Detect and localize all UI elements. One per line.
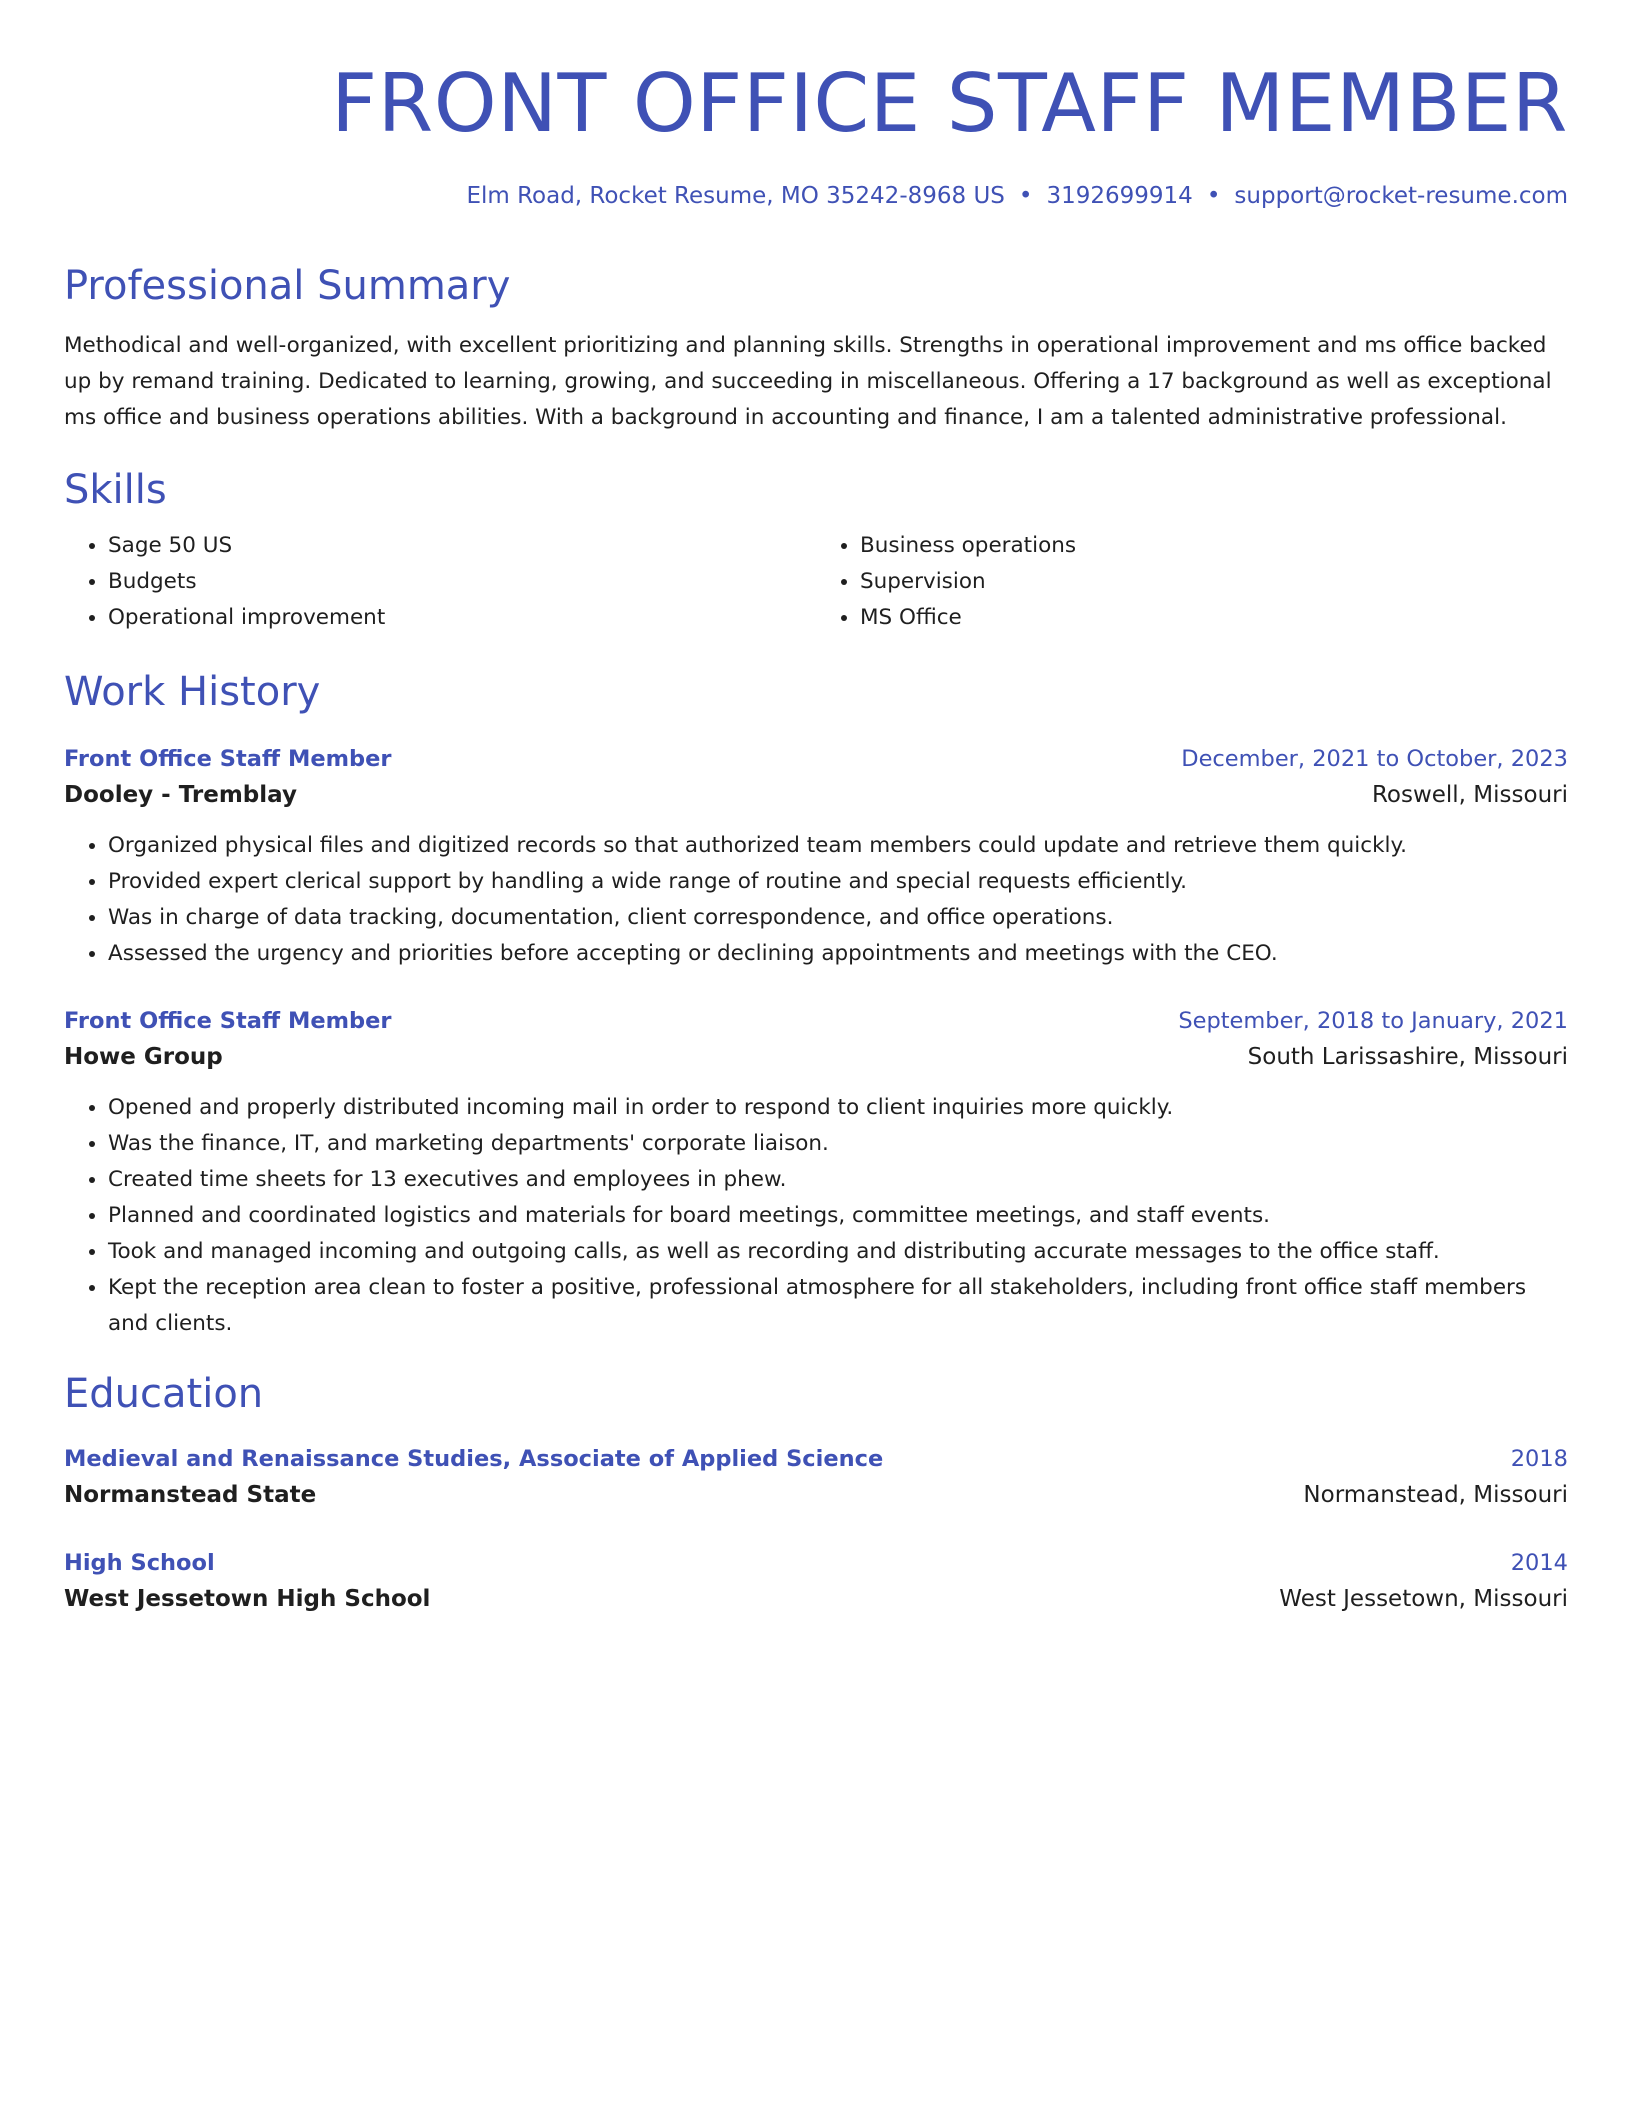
job-title: Front Office Staff Member	[64, 746, 392, 772]
skills-list-left	[64, 528, 816, 636]
job-entry	[64, 1004, 1568, 1342]
education-location: Normanstead, Missouri	[1303, 1482, 1568, 1508]
education-year: 2018	[1510, 1446, 1568, 1472]
job-title: Front Office Staff Member	[64, 1008, 392, 1034]
skill-item: • MS Office	[860, 600, 1568, 636]
contact-separator: •	[1018, 183, 1033, 209]
contact-email: support@rocket-resume.com	[1234, 183, 1568, 209]
job-header-row	[64, 1004, 1568, 1038]
section-title-skills: Skills	[64, 467, 167, 513]
work-history-section	[64, 666, 1568, 1342]
job-company: Dooley - Tremblay	[64, 782, 297, 808]
contact-line	[64, 180, 1568, 212]
job-dates: September, 2018 to January, 2021	[1178, 1008, 1568, 1034]
job-location: South Larissashire, Missouri	[1247, 1044, 1568, 1070]
job-bullet: • Created time sheets for 13 executives and employees in phew.	[108, 1162, 1568, 1198]
job-bullet: • Was the finance, IT, and marketing departments' corporate liaison.	[108, 1126, 1568, 1162]
skills-columns	[64, 528, 1568, 636]
skills-section	[64, 464, 1568, 636]
skill-item: • Sage 50 US	[108, 528, 816, 564]
contact-address: Elm Road, Rocket Resume, MO 35242-8968 US	[466, 183, 1005, 209]
education-school: West Jessetown High School	[64, 1586, 431, 1612]
contact-phone: 3192699914	[1046, 183, 1193, 209]
education-entry	[64, 1442, 1568, 1514]
job-company: Howe Group	[64, 1044, 223, 1070]
job-bullets	[64, 828, 1568, 972]
section-title-summary: Professional Summary	[64, 263, 511, 309]
resume-header	[64, 56, 1568, 212]
job-dates: December, 2021 to October, 2023	[1181, 746, 1568, 772]
education-header-row	[64, 1546, 1568, 1580]
education-section	[64, 1368, 1568, 1618]
job-bullet: • Organized physical files and digitized records so that authorized team members could update and retrieve them quickly.	[108, 828, 1568, 864]
skills-list-right	[816, 528, 1568, 636]
education-entry	[64, 1546, 1568, 1618]
job-bullets	[64, 1090, 1568, 1342]
job-bullet: • Was in charge of data tracking, documentation, client correspondence, and office operations.	[108, 900, 1568, 936]
summary-section	[64, 260, 1568, 436]
job-bullet: • Took and managed incoming and outgoing calls, as well as recording and distributing accurate messages to the office staff.	[108, 1234, 1568, 1270]
section-title-work-history: Work History	[64, 669, 321, 715]
education-degree: Medieval and Renaissance Studies, Associate of Applied Science	[64, 1446, 884, 1472]
job-company-row	[64, 1038, 1568, 1076]
job-header-row	[64, 742, 1568, 776]
education-degree: High School	[64, 1550, 215, 1576]
job-location: Roswell, Missouri	[1371, 782, 1568, 808]
job-bullet: • Planned and coordinated logistics and materials for board meetings, committee meetings, and staff events.	[108, 1198, 1568, 1234]
job-bullet: • Assessed the urgency and priorities before accepting or declining appointments and meetings with the CEO.	[108, 936, 1568, 972]
education-school: Normanstead State	[64, 1482, 317, 1508]
education-school-row	[64, 1580, 1568, 1618]
education-header-row	[64, 1442, 1568, 1476]
skill-item: • Budgets	[108, 564, 816, 600]
job-bullet: • Kept the reception area clean to foster a positive, professional atmosphere for all stakeholders, including front office staff members and clients.	[108, 1270, 1568, 1342]
contact-separator: •	[1206, 183, 1221, 209]
education-location: West Jessetown, Missouri	[1279, 1586, 1568, 1612]
section-title-education: Education	[64, 1371, 264, 1417]
skill-item: • Business operations	[860, 528, 1568, 564]
candidate-title: FRONT OFFICE STAFF MEMBER	[331, 57, 1568, 150]
skill-item: • Operational improvement	[108, 600, 816, 636]
job-entry	[64, 742, 1568, 972]
education-school-row	[64, 1476, 1568, 1514]
skill-item: • Supervision	[860, 564, 1568, 600]
job-company-row	[64, 776, 1568, 814]
job-bullet: • Provided expert clerical support by handling a wide range of routine and special requests efficiently.	[108, 864, 1568, 900]
education-year: 2014	[1510, 1550, 1568, 1576]
job-bullet: • Opened and properly distributed incoming mail in order to respond to client inquiries more quickly.	[108, 1090, 1568, 1126]
summary-text: Methodical and well-organized, with excellent prioritizing and planning skills. Strengths in operational improvement and ms office backed up by remand training. Dedicated to learning, growing, and succeeding in miscellaneous. Offering a 17 background as well as exceptional ms office and business operations abilities. With a background in accounting and finance, I am a talented administrative professional.	[64, 333, 1552, 430]
